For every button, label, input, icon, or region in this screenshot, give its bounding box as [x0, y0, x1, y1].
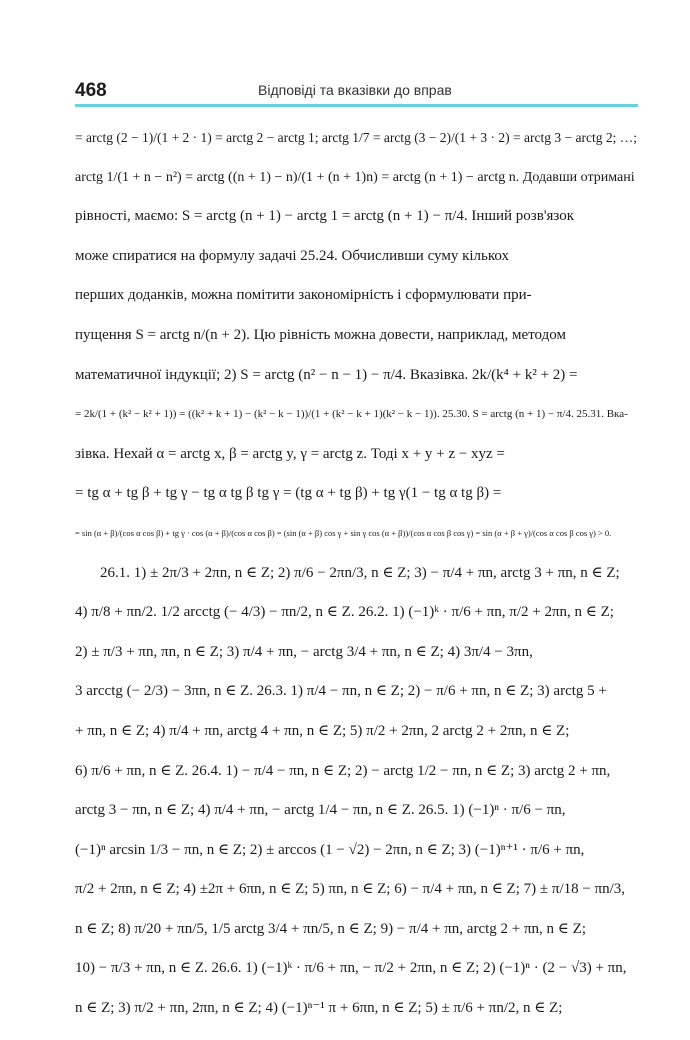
text-line: + πn, n ∈ Z; 4) π/4 + πn, arctg 4 + πn, n ∈ Z; 5) π/2 + 2πn, 2 arctg 2 + 2πn, n ∈ Z; — [75, 722, 570, 739]
header-rule — [75, 104, 638, 107]
text-line: 4) π/8 + πn/2. 1/2 arcctg (− 4/3) − πn/2, n ∈ Z. 26.2. 1) (−1)ᵏ · π/6 + πn, π/2 + 2πn, n ∈ Z; — [75, 604, 614, 621]
page-number: 468 — [75, 80, 107, 101]
text-line: n ∈ Z; 3) π/2 + πn, 2πn, n ∈ Z; 4) (−1)ⁿ⁻¹ π + 6πn, n ∈ Z; 5) ± π/6 + πn/2, n ∈ Z; — [75, 1000, 563, 1017]
text-line: 10) − π/3 + πn, n ∈ Z. 26.6. 1) (−1)ᵏ · π/6 + πn, − π/2 + 2πn, n ∈ Z; 2) (−1)ⁿ · (2 − √3) + πn, — [75, 960, 627, 977]
text-line: arctg 1/(1 + n − n²) = arctg ((n + 1) − n)/(1 + (n + 1)n) = arctg (n + 1) − arctg n. Додавши отримані — [75, 169, 635, 185]
text-line: (−1)ⁿ arcsin 1/3 − πn, n ∈ Z; 2) ± arccos (1 − √2) − 2πn, n ∈ Z; 3) (−1)ⁿ⁺¹ · π/6 + πn, — [75, 841, 585, 858]
page-header — [75, 78, 638, 104]
text-line: = tg α + tg β + tg γ − tg α tg β tg γ = (tg α + tg β) + tg γ(1 − tg α tg β) = — [75, 485, 502, 502]
text-line: = 2k/(1 + (k² − k² + 1)) = ((k² + k + 1) − (k² − k − 1))/(1 + (k² − k + 1)(k² − k − 1)). 25.30. S = arctg (n + 1) − π/4. 25.31. Вка- — [75, 408, 628, 421]
text-line: перших доданків, можна помітити закономірність і сформулювати при- — [75, 287, 532, 304]
text-line: може спиратися на формулу задачі 25.24. Обчисливши суму кількох — [75, 247, 510, 264]
page-body — [75, 118, 638, 1029]
text-line: π/2 + 2πn, n ∈ Z; 4) ±2π + 6πn, n ∈ Z; 5) πn, n ∈ Z; 6) − π/4 + πn, n ∈ Z; 7) ± π/18 − πn/3, — [75, 881, 626, 898]
text-line: математичної індукції; 2) S = arctg (n² − n − 1) − π/4. Вказівка. 2k/(k⁴ + k² + 2) = — [75, 366, 578, 383]
text-line: 3 arcctg (− 2/3) − 3πn, n ∈ Z. 26.3. 1) π/4 − πn, n ∈ Z; 2) − π/6 + πn, n ∈ Z; 3) arctg 5 + — [75, 683, 607, 700]
running-title: Відповіді та вказівки до вправ — [258, 82, 452, 98]
text-line: 2) ± π/3 + πn, πn, n ∈ Z; 3) π/4 + πn, − arctg 3/4 + πn, n ∈ Z; 4) 3π/4 − 3πn, — [75, 643, 533, 660]
text-line: пущення S = arctg n/(n + 2). Цю рівність можна довести, наприклад, методом — [75, 326, 566, 343]
text-line: рівності, маємо: S = arctg (n + 1) − arctg 1 = arctg (n + 1) − π/4. Інший розв'язок — [75, 208, 575, 225]
text-line: = sin (α + β)/(cos α cos β) + tg γ · cos (α + β)/(cos α cos β) = (sin (α + β) cos γ + sin γ cos (α + β))/(cos α cos β cos γ) = sin (α + β + γ)/(cos α cos β cos γ) > 0. — [75, 527, 612, 538]
text-line: = arctg (2 − 1)/(1 + 2 · 1) = arctg 2 − arctg 1; arctg 1/7 = arctg (3 − 2)/(1 + 3 · 2) = arctg 3 − arctg 2; …; — [75, 130, 637, 145]
text-line: 6) π/6 + πn, n ∈ Z. 26.4. 1) − π/4 − πn, n ∈ Z; 2) − arctg 1/2 − πn, n ∈ Z; 3) arctg 2 + πn, — [75, 762, 611, 779]
text-line: n ∈ Z; 8) π/20 + πn/5, 1/5 arctg 3/4 + πn/5, n ∈ Z; 9) − π/4 + πn, arctg 2 + πn, n ∈ Z; — [75, 920, 586, 937]
text-line: arctg 3 − πn, n ∈ Z; 4) π/4 + πn, − arctg 1/4 − πn, n ∈ Z. 26.5. 1) (−1)ⁿ · π/6 − πn, — [75, 802, 566, 819]
text-line: зівка. Нехай α = arctg x, β = arctg y, γ = arctg z. Тоді x + y + z − xyz = — [75, 445, 505, 462]
text-line: 26.1. 1) ± 2π/3 + 2πn, n ∈ Z; 2) π/6 − 2πn/3, n ∈ Z; 3) − π/4 + πn, arctg 3 + πn, n ∈ Z; — [100, 564, 620, 581]
